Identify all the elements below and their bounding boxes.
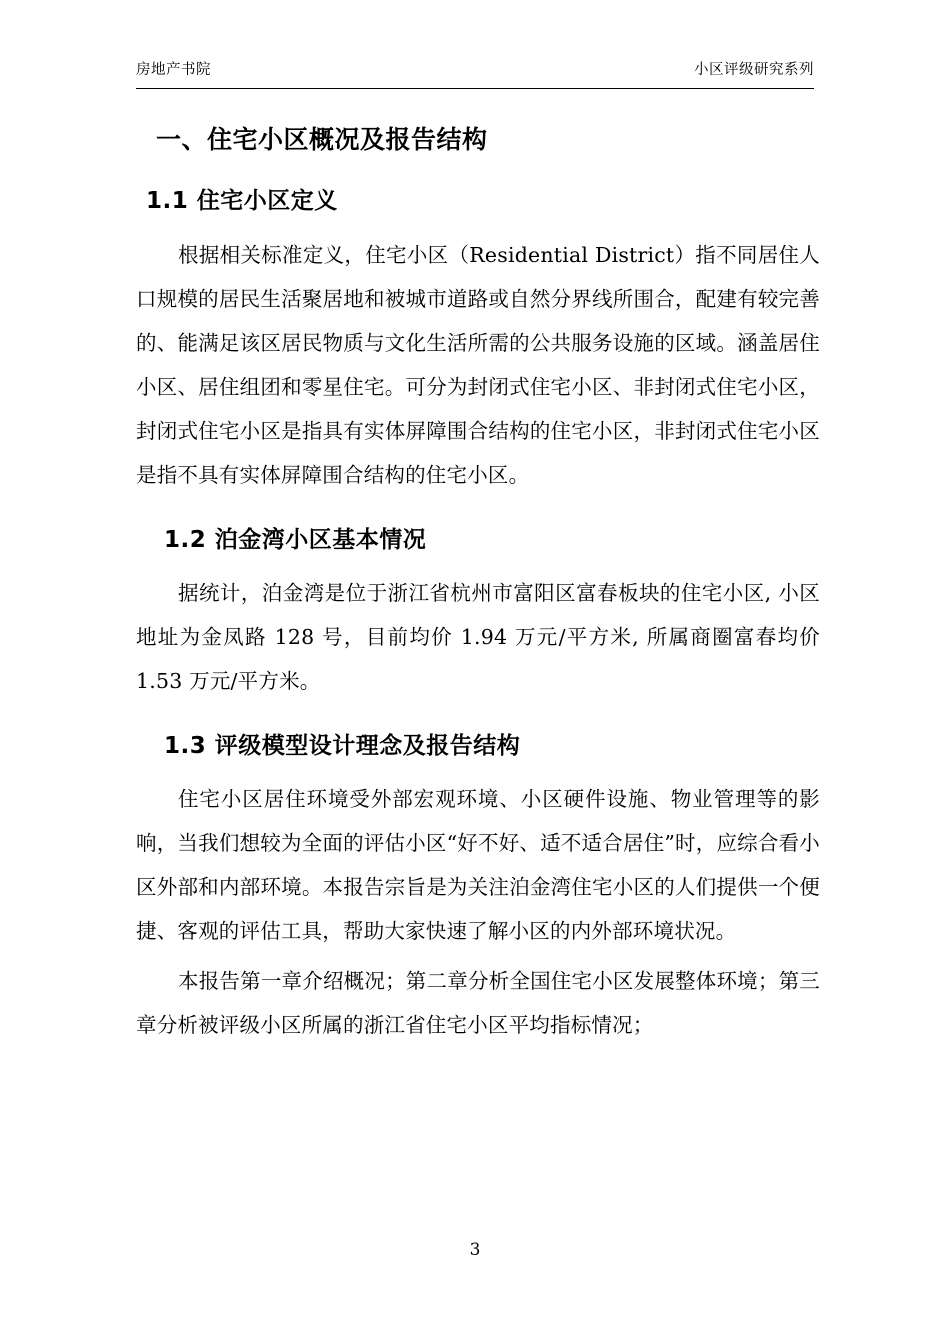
paragraph-1-3-1: 住宅小区居住环境受外部宏观环境、小区硬件设施、物业管理等的影响，当我们想较为全面的评估小区“好不好、适不适合居住”时，应综合看小区外部和内部环境。本报告宗旨是为关注泊金湾住宅小区的人们提供一个便捷、客观的评估工具，帮助大家快速了解小区的内外部环境状况。 (136, 787, 820, 944)
header-right-text: 小区评级研究系列 (694, 62, 814, 78)
section-heading-1-1: 1.1 住宅小区定义 (146, 188, 338, 215)
paragraph-1-2-1: 据统计，泊金湾是位于浙江省杭州市富阳区富春板块的住宅小区, 小区地址为金凤路 128 号，目前均价 1.94 万元/平方米, 所属商圈富春均价 1.53 万元/平方米。 (136, 580, 820, 693)
paragraph-1-1-1: 根据相关标准定义，住宅小区（Residential District）指不同居住人口规模的居民生活聚居地和被城市道路或自然分界线所围合，配建有较完善的、能满足该区居民物质与文化生活所需的公共服务设施的区域。涵盖居住小区、居住组团和零星住宅。可分为封闭式住宅小区、非封闭式住宅小区，封闭式住宅小区是指具有实体屏障围合结构的住宅小区，非封闭式住宅小区是指不具有实体屏障围合结构的住宅小区。 (136, 242, 820, 487)
paragraph-1-3-2: 本报告第一章介绍概况；第二章分析全国住宅小区发展整体环境；第三章分析被评级小区所属的浙江省住宅小区平均指标情况； (136, 969, 820, 1038)
header-divider (136, 88, 814, 89)
section-heading-1-3: 1.3 评级模型设计理念及报告结构 (164, 732, 521, 759)
header-left-text: 房地产书院 (136, 62, 211, 78)
section-heading-1-2: 1.2 泊金湾小区基本情况 (164, 526, 427, 553)
page-number: 3 (469, 1240, 481, 1260)
page-footer (0, 1240, 950, 1260)
running-header (136, 62, 814, 79)
document-body (136, 112, 820, 1047)
chapter-title: 一、住宅小区概况及报告结构 (156, 125, 488, 154)
